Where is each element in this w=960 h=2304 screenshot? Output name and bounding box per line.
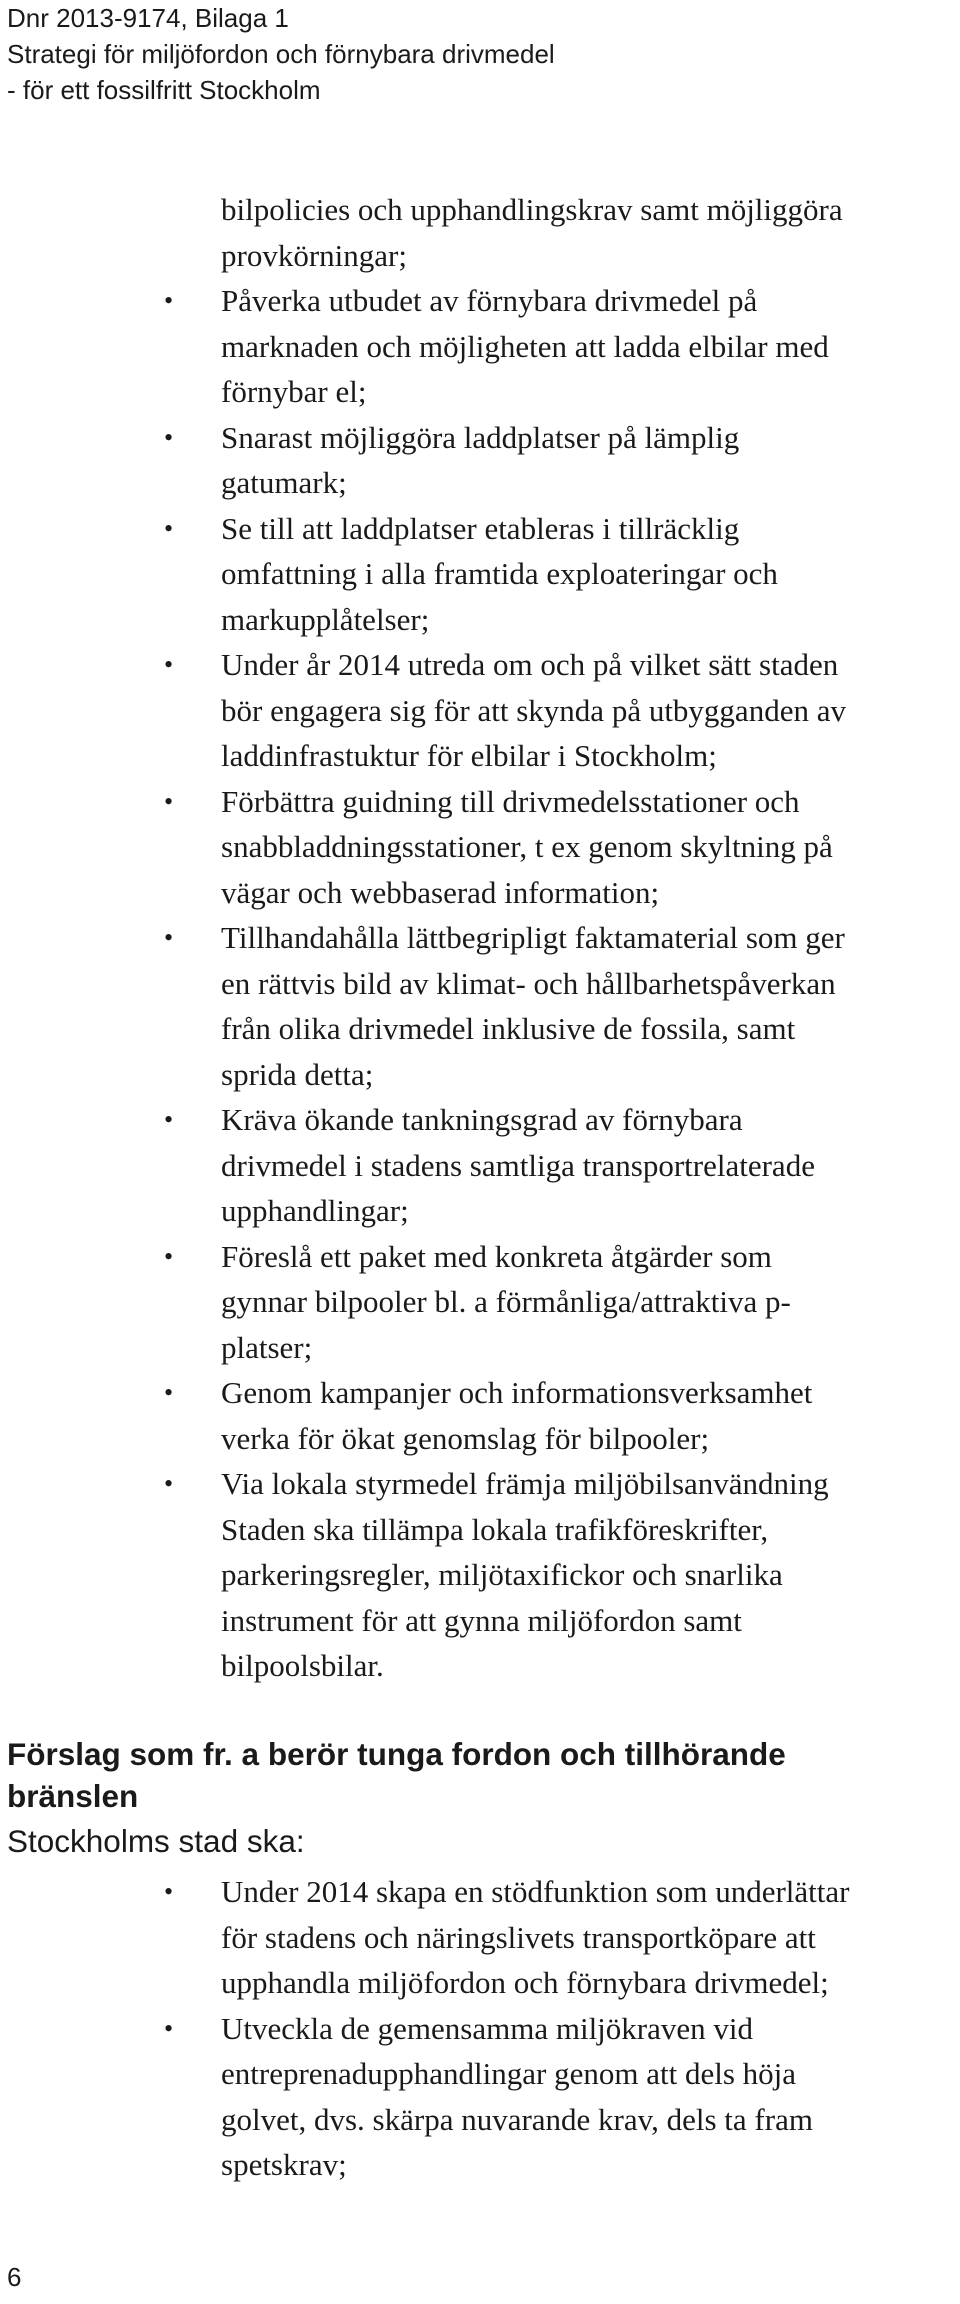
list-item-line: gynnar bilpooler bl. a förmånliga/attraktiva p- [221,1284,791,1319]
list-item-line: Påverka utbudet av förnybara drivmedel på [221,283,758,318]
bullet-icon: • [164,1469,174,1498]
list-item [0,2006,941,2188]
list-item-line: Kräva ökande tankningsgrad av förnybara [221,1102,743,1137]
list-item-line: provkörningar; [221,237,407,273]
list-item-continuation [0,187,941,278]
list-item-line: en rättvis bild av klimat- och hållbarhetspåverkan [221,965,836,1001]
list-item-line: för stadens och näringslivets transportköpare att [221,1919,816,1955]
list-item-line: Föreslå ett paket med konkreta åtgärder som [221,1238,772,1274]
header-reference: Dnr 2013-9174, Bilaga 1 [7,3,289,33]
list-item-line: Se till att laddplatser etableras i tillräcklig [221,510,740,546]
bullet-icon: • [164,286,174,315]
list-item [0,1234,941,1371]
page-number: 6 [7,2262,22,2292]
list-item-line: förnybar el; [221,374,367,409]
list-item-line: entreprenadupphandlingar genom att dels höja [221,2056,797,2091]
list-item-line: parkeringsregler, miljötaxifickor och snarlika [221,1557,783,1592]
list-item-line: Tillhandahålla lättbegripligt faktamaterial som ger [221,920,845,955]
list-item-line: instrument för att gynna miljöfordon samt [221,1602,742,1638]
list-item-line: sprida detta; [221,1056,374,1092]
list-item-line: Utveckla de gemensamma miljökraven vid [221,2010,753,2046]
list-item [0,1869,941,2006]
list-item-line: markupplåtelser; [221,601,430,637]
section-subheading: Stockholms stad ska: [7,1823,305,1859]
list-item-line: drivmedel i stadens samtliga transportrelaterade [221,1147,815,1183]
list-item-line: vägar och webbaserad information; [221,874,660,910]
action-list-1 [0,187,941,1689]
list-item-line: från olika drivmedel inklusive de fossila, samt [221,1011,796,1046]
bullet-icon: • [164,2013,174,2043]
section-heading [7,1733,786,1817]
list-item-line: bör engagera sig för att skynda på utbygganden av [221,692,846,728]
list-item-line: gatumark; [221,465,347,500]
list-item-line: verka för ökat genomslag för bilpooler; [221,1420,710,1456]
list-item-line: spetskrav; [221,2147,347,2182]
list-item-line: upphandla miljöfordon och förnybara drivmedel; [221,1965,829,2000]
list-item-line: golvet, dvs. skärpa nuvarande krav, dels ta fram [221,2101,813,2137]
bullet-icon: • [164,1105,174,1134]
list-item [0,1097,941,1234]
action-list-2 [0,1869,941,2188]
bullet-icon: • [164,923,174,952]
list-item-line: omfattning i alla framtida exploateringar och [221,556,778,591]
list-item-line: Under år 2014 utreda om och på vilket sätt staden [221,647,839,682]
list-item-line: Förbättra guidning till drivmedelsstationer och [221,783,800,819]
header-title: Strategi för miljöfordon och förnybara drivmedel [7,39,555,69]
list-item-line: Via lokala styrmedel främja miljöbilsanvändning [221,1466,829,1501]
list-item [0,278,941,415]
list-item [0,1370,941,1461]
list-item-line: Snarast möjliggöra laddplatser på lämplig [221,419,740,455]
header-subtitle: - för ett fossilfritt Stockholm [7,75,321,105]
list-item [0,642,941,779]
bullet-icon: • [164,422,174,452]
bullet-icon: • [164,786,174,816]
bullet-icon: • [164,650,174,679]
bullet-icon: • [164,1378,174,1407]
bullet-icon: • [164,1241,174,1271]
list-item-line: bilpolicies och upphandlingskrav samt möjliggöra [221,192,843,227]
list-item [0,915,941,1097]
list-item-line: snabbladdningsstationer, t ex genom skyltning på [221,829,833,864]
document-header [7,0,555,108]
bullet-icon: • [164,513,174,543]
list-item [0,415,941,506]
list-item-line: marknaden och möjligheten att ladda elbilar med [221,328,829,364]
section-heading-line: Förslag som fr. a berör tunga fordon och tillhörande [7,1736,786,1772]
list-item-line: laddinfrastuktur för elbilar i Stockholm; [221,738,717,773]
bullet-icon: • [164,1877,174,1906]
list-item-line: Under 2014 skapa en stödfunktion som underlättar [221,1874,850,1909]
list-item-line: Staden ska tillämpa lokala trafikföreskrifter, [221,1511,769,1547]
list-item [0,506,941,643]
list-item-line: upphandlingar; [221,1193,409,1228]
list-item-line: bilpoolsbilar. [221,1648,384,1683]
list-item [0,779,941,916]
list-item-line: Genom kampanjer och informationsverksamhet [221,1375,813,1410]
list-item [0,1461,941,1689]
section-heading-line: bränslen [7,1778,139,1814]
list-item-line: platser; [221,1329,313,1365]
